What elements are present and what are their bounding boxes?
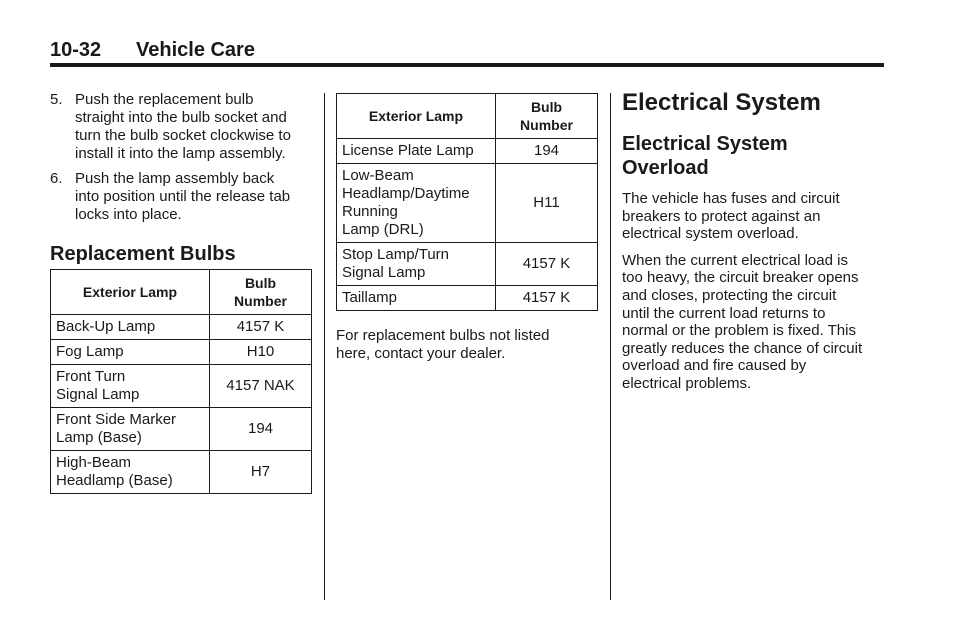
header-line: Number	[520, 117, 573, 133]
table-row	[51, 451, 312, 494]
bulb-cell: 4157 K	[496, 243, 598, 286]
header-line: Bulb	[530, 99, 563, 115]
lamp-cell	[51, 365, 210, 408]
header-line: Number	[234, 293, 287, 309]
lamp-line: Low-Beam	[342, 167, 414, 184]
heading-line: Electrical System	[622, 133, 788, 155]
column-right	[622, 88, 884, 402]
lamp-line: Headlamp (Base)	[56, 472, 173, 489]
lamp-cell	[337, 164, 496, 243]
table-row	[51, 408, 312, 451]
column-header-exterior-lamp: Exterior Lamp	[337, 94, 496, 139]
lamp-line: Signal Lamp	[342, 264, 426, 281]
lamp-line: Headlamp/Daytime	[342, 185, 470, 202]
lamp-cell	[51, 408, 210, 451]
step-item	[50, 91, 312, 163]
text-line: into position until the release tab	[75, 188, 291, 205]
heading-line: Overload	[622, 157, 709, 179]
paragraph	[622, 252, 884, 393]
text-line: straight into the bulb socket and	[75, 109, 287, 126]
text-line: The vehicle has fuses and circuit	[622, 190, 840, 207]
step-number: 5.	[50, 91, 63, 108]
lamp-line: Running	[342, 203, 398, 220]
table-header-row	[337, 94, 598, 139]
lamp-cell	[51, 315, 210, 340]
column-left	[50, 91, 312, 494]
lamp-cell	[51, 451, 210, 494]
text-line: normal or the problem is fixed. This	[622, 322, 856, 340]
text-line: until the current load returns to	[622, 304, 826, 322]
bulb-cell: H10	[210, 340, 312, 365]
bulb-cell: 4157 K	[496, 286, 598, 311]
lamp-line: High-Beam	[56, 454, 132, 471]
lamp-line: Back-Up Lamp	[56, 318, 156, 335]
column-divider	[610, 93, 611, 600]
lamp-line: Stop Lamp/Turn	[342, 246, 449, 263]
header-rule	[50, 63, 884, 67]
lamp-line: Fog Lamp	[56, 343, 124, 360]
lamp-line: Front Side Marker	[56, 411, 177, 428]
step-number: 6.	[50, 170, 63, 187]
column-middle	[336, 93, 598, 363]
bulb-cell: H7	[210, 451, 312, 494]
text-line: Push the lamp assembly back	[75, 170, 275, 187]
table-row	[337, 164, 598, 243]
table-row	[337, 286, 598, 311]
text-line: When the current electrical load is	[622, 251, 848, 269]
lamp-line: Taillamp	[342, 289, 398, 306]
text-line: locks into place.	[75, 206, 182, 223]
table-row	[337, 139, 598, 164]
overload-heading	[622, 132, 884, 180]
bulb-table	[336, 93, 598, 311]
lamp-cell	[337, 139, 496, 164]
dealer-note	[336, 327, 598, 363]
lamp-cell	[337, 286, 496, 311]
text-line: breakers to protect against an	[622, 207, 821, 225]
bulb-cell: 194	[496, 139, 598, 164]
replacement-bulbs-heading: Replacement Bulbs	[50, 243, 236, 265]
table-row	[337, 243, 598, 286]
lamp-line: Signal Lamp	[56, 386, 140, 403]
paragraph	[622, 190, 884, 243]
text-line: turn the bulb socket clockwise to	[75, 127, 291, 144]
lamp-cell	[51, 340, 210, 365]
text-line: For replacement bulbs not listed	[336, 327, 550, 344]
text-line: here, contact your dealer.	[336, 345, 506, 362]
table-row	[51, 340, 312, 365]
electrical-system-title: Electrical System	[622, 89, 821, 116]
lamp-line: Lamp (DRL)	[342, 221, 424, 238]
column-divider	[324, 93, 325, 600]
text-line: Push the replacement bulb	[75, 91, 254, 108]
table-header-row	[51, 270, 312, 315]
bulb-cell: 4157 NAK	[210, 365, 312, 408]
bulb-cell: H11	[496, 164, 598, 243]
text-line: overload and fire caused by	[622, 357, 807, 375]
column-header-bulb-number	[496, 94, 598, 139]
lamp-line: Front Turn	[56, 368, 126, 385]
header-line: Bulb	[244, 275, 277, 291]
text-line: and closes, protecting the circuit	[622, 286, 837, 304]
step-text	[75, 170, 312, 224]
lamp-line: Lamp (Base)	[56, 429, 142, 446]
page-number: 10-32	[50, 39, 102, 61]
column-header-bulb-number	[210, 270, 312, 315]
bulb-table	[50, 269, 312, 494]
text-line: too heavy, the circuit breaker opens	[622, 269, 859, 287]
text-line: install it into the lamp assembly.	[75, 145, 286, 162]
table-row	[51, 365, 312, 408]
instruction-steps	[50, 91, 312, 224]
table-row	[51, 315, 312, 340]
bulb-cell: 194	[210, 408, 312, 451]
section-title: Vehicle Care	[136, 39, 255, 61]
text-line: electrical problems.	[622, 374, 752, 392]
step-item	[50, 170, 312, 224]
step-text	[75, 91, 312, 163]
lamp-line: License Plate Lamp	[342, 142, 474, 159]
column-header-exterior-lamp: Exterior Lamp	[51, 270, 210, 315]
page-header	[50, 38, 884, 68]
lamp-cell	[337, 243, 496, 286]
bulb-cell: 4157 K	[210, 315, 312, 340]
text-line: greatly reduces the chance of circuit	[622, 339, 863, 357]
text-line: electrical system overload.	[622, 225, 799, 243]
